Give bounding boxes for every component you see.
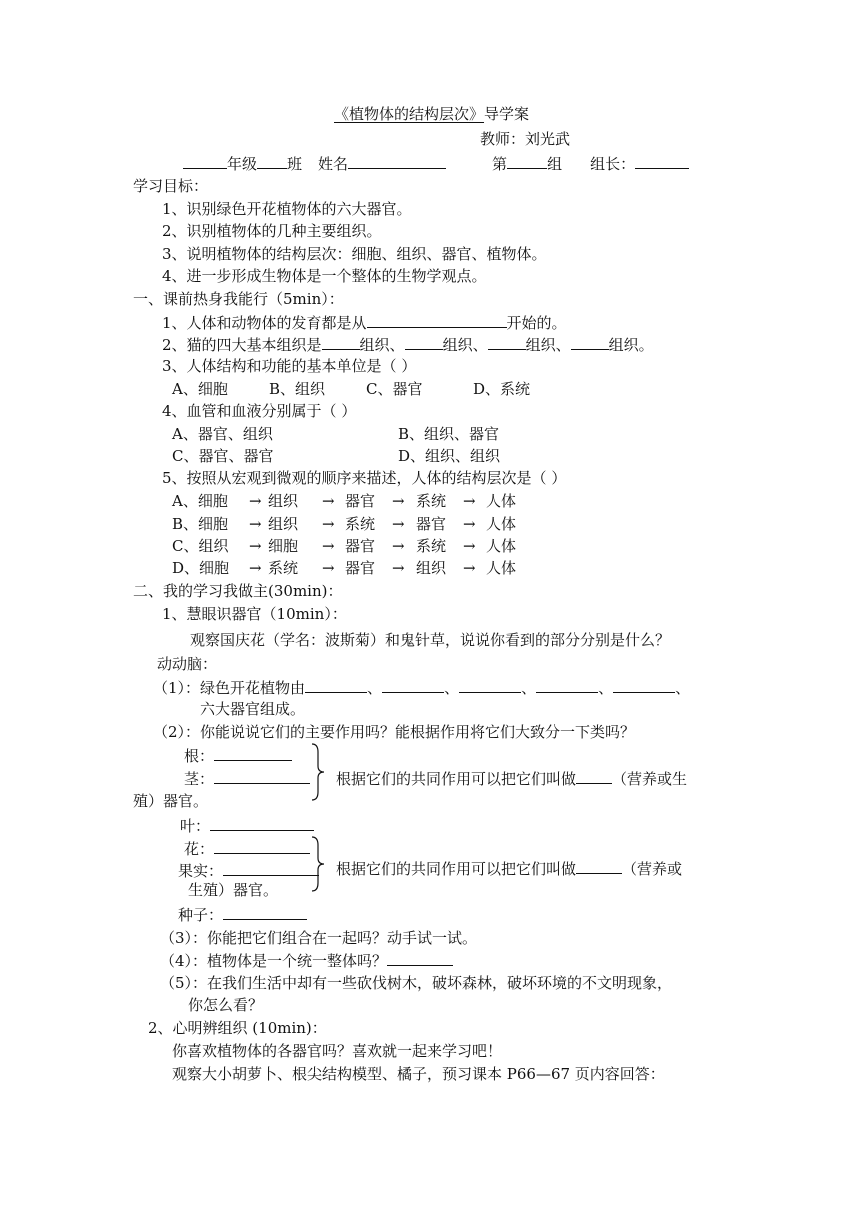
level-label: B、细胞 bbox=[172, 515, 229, 533]
group2-text-end: 生殖）器官。 bbox=[188, 881, 279, 899]
answer-blank[interactable] bbox=[223, 904, 307, 920]
level-label: 系统 bbox=[416, 537, 447, 555]
arrow-icon: → bbox=[322, 515, 335, 533]
option[interactable]: B、组织、器官 bbox=[398, 425, 500, 443]
organ-seed: 种子： bbox=[178, 904, 307, 924]
organ-flower: 花： bbox=[184, 838, 310, 858]
arrow-icon: → bbox=[392, 559, 405, 577]
objective-item: 3、说明植物体的结构层次：细胞、组织、器官、植物体。 bbox=[162, 245, 547, 263]
level-label: 系统 bbox=[345, 515, 376, 533]
option[interactable]: D、系统 bbox=[473, 380, 531, 398]
level-label: 系统 bbox=[268, 559, 299, 577]
part-4: （4）：植物体是一个统一整体吗？ bbox=[160, 950, 453, 970]
arrow-icon: → bbox=[392, 492, 405, 510]
level-label: 系统 bbox=[416, 492, 447, 510]
answer-blank[interactable] bbox=[214, 768, 310, 784]
level-label: 组织 bbox=[416, 559, 447, 577]
group-blank[interactable] bbox=[507, 153, 547, 169]
part-5: （5）：在我们生活中却有一些砍伐树木，破坏森林，破坏环境的不文明现象， bbox=[160, 974, 673, 992]
answer-blank[interactable] bbox=[576, 858, 622, 874]
answer-blank[interactable] bbox=[305, 677, 367, 693]
answer-blank[interactable] bbox=[322, 334, 360, 350]
question-1: 1、人体和动物体的发育都是从 开始的。 bbox=[162, 314, 567, 332]
subsection-heading: 1、慧眼识器官（10min）： bbox=[162, 605, 347, 623]
organ-root: 根： bbox=[184, 745, 292, 765]
answer-blank[interactable] bbox=[223, 860, 319, 876]
answer-blank[interactable] bbox=[405, 334, 443, 350]
level-label: 人体 bbox=[486, 492, 517, 510]
level-label: 人体 bbox=[486, 537, 517, 555]
instruction-text: 观察国庆花（学名：波斯菊）和鬼针草，说说你看到的部分分别是什么？ bbox=[190, 631, 671, 649]
answer-blank[interactable] bbox=[613, 677, 675, 693]
option[interactable]: A、器官、组织 bbox=[172, 425, 273, 443]
arrow-icon: → bbox=[463, 492, 476, 510]
page-title: 《植物体的结构层次》导学案 bbox=[334, 105, 530, 123]
objective-item: 4、进一步形成生物体是一个整体的生物学观点。 bbox=[162, 267, 487, 285]
section1-heading: 一、课前热身我能行（5min）： bbox=[133, 290, 344, 308]
instruction-text: 观察大小胡萝卜、根尖结构模型、橘子，预习课本 P66—67 页内容回答： bbox=[172, 1065, 665, 1083]
answer-blank[interactable] bbox=[459, 677, 521, 693]
answer-blank[interactable] bbox=[382, 677, 444, 693]
answer-blank[interactable] bbox=[536, 677, 598, 693]
question-4: 4、血管和血液分别属于（ ） bbox=[162, 402, 357, 420]
level-label: 器官 bbox=[345, 537, 376, 555]
level-label: A、细胞 bbox=[172, 492, 228, 510]
level-label: 组织 bbox=[268, 515, 299, 533]
answer-blank[interactable] bbox=[387, 950, 453, 966]
right-brace-icon bbox=[308, 742, 326, 802]
objective-item: 2、识别植物体的几种主要组织。 bbox=[162, 222, 382, 240]
arrow-icon: → bbox=[322, 492, 335, 510]
option[interactable]: A、细胞 bbox=[172, 380, 228, 398]
arrow-icon: → bbox=[463, 515, 476, 533]
answer-blank[interactable] bbox=[210, 815, 314, 831]
arrow-icon: → bbox=[322, 537, 335, 555]
organ-leaf: 叶： bbox=[180, 815, 314, 835]
option[interactable]: C、器官、器官 bbox=[172, 447, 274, 465]
answer-blank[interactable] bbox=[576, 768, 612, 784]
group2-text: 根据它们的共同作用可以把它们叫做 （营养或 bbox=[336, 860, 683, 878]
answer-blank[interactable] bbox=[214, 745, 292, 761]
arrow-icon: → bbox=[463, 537, 476, 555]
grade-blank[interactable] bbox=[183, 153, 227, 169]
arrow-icon: → bbox=[392, 515, 405, 533]
level-label: C、组织 bbox=[172, 537, 229, 555]
level-label: D、细胞 bbox=[172, 559, 230, 577]
arrow-icon: → bbox=[322, 559, 335, 577]
arrow-icon: → bbox=[249, 492, 262, 510]
option[interactable]: B、组织 bbox=[269, 380, 326, 398]
name-blank[interactable] bbox=[348, 153, 446, 169]
intro-text: 你喜欢植物体的各器官吗？喜欢就一起来学习吧！ bbox=[172, 1042, 503, 1060]
right-brace-icon bbox=[308, 835, 326, 893]
objectives-heading: 学习目标： bbox=[133, 177, 209, 195]
option[interactable]: D、组织、组织 bbox=[398, 447, 501, 465]
level-label: 器官 bbox=[345, 559, 376, 577]
part-1: （1）：绿色开花植物由 、 、 、 、 、 bbox=[153, 679, 691, 697]
level-label: 细胞 bbox=[268, 537, 299, 555]
level-label: 器官 bbox=[345, 492, 376, 510]
think-label: 动动脑： bbox=[157, 655, 218, 673]
organ-stem: 茎： bbox=[184, 768, 310, 788]
arrow-icon: → bbox=[249, 537, 262, 555]
answer-blank[interactable] bbox=[488, 334, 526, 350]
question-3: 3、人体结构和功能的基本单位是（ ） bbox=[162, 357, 417, 375]
arrow-icon: → bbox=[249, 515, 262, 533]
group1-text-end: 殖）器官。 bbox=[133, 792, 209, 810]
level-label: 器官 bbox=[416, 515, 447, 533]
objective-item: 1、识别绿色开花植物体的六大器官。 bbox=[162, 200, 412, 218]
arrow-icon: → bbox=[463, 559, 476, 577]
student-info-line: 年级 班 姓名 第 组 组长： bbox=[183, 153, 689, 173]
question-2: 2、猫的四大基本组织是 组织、 组织、 组织、 组织。 bbox=[162, 336, 654, 354]
organ-fruit: 果实： bbox=[178, 860, 319, 880]
part-1-end: 六大器官组成。 bbox=[200, 700, 306, 718]
class-blank[interactable] bbox=[257, 153, 287, 169]
answer-blank[interactable] bbox=[367, 312, 507, 328]
part-3: （3）：你能把它们组合在一起吗？动手试一试。 bbox=[160, 929, 478, 947]
option[interactable]: C、器官 bbox=[366, 380, 423, 398]
subsection-heading: 2、心明辨组织 (10min)： bbox=[148, 1019, 327, 1037]
leader-blank[interactable] bbox=[635, 153, 689, 169]
level-label: 人体 bbox=[486, 559, 517, 577]
level-label: 人体 bbox=[486, 515, 517, 533]
teacher-line: 教师：刘光武 bbox=[480, 130, 571, 148]
arrow-icon: → bbox=[249, 559, 262, 577]
arrow-icon: → bbox=[392, 537, 405, 555]
level-label: 组织 bbox=[268, 492, 299, 510]
question-5: 5、按照从宏观到微观的顺序来描述，人体的结构层次是（ ） bbox=[162, 469, 567, 487]
part-2: （2）：你能说说它们的主要作用吗？能根据作用将它们大致分一下类吗？ bbox=[153, 723, 636, 741]
group1-text: 根据它们的共同作用可以把它们叫做 （营养或生 bbox=[336, 770, 688, 788]
answer-blank[interactable] bbox=[571, 334, 609, 350]
section2-heading: 二、我的学习我做主(30min)： bbox=[133, 582, 343, 600]
part-5-end: 你怎么看？ bbox=[188, 996, 264, 1014]
answer-blank[interactable] bbox=[214, 838, 310, 854]
